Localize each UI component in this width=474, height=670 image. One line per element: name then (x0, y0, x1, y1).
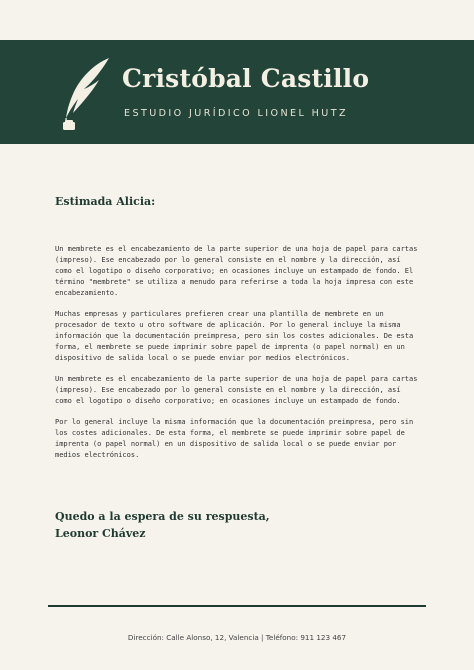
quill-inkwell-icon (54, 56, 114, 132)
letter-closing: Quedo a la espera de su respuesta, (55, 510, 270, 523)
letter-greeting: Estimada Alicia: (55, 195, 156, 208)
footer-divider (48, 605, 426, 607)
letter-paragraph: Muchas empresas y particulares prefieren crear una plantilla de membrete en un procesador de texto u otro software de aplicación. Por lo general incluye la misma información que la documentación preimpresa, pero sin los costes adicionales. De esta forma, el membrete se puede imprimir sobre papel de imprenta (o papel normal) en un dispositivo de salida local o se puede enviar por medios electrónicos. (55, 310, 414, 362)
letterhead-name: Cristóbal Castillo (122, 64, 370, 93)
letter-paragraph: Por lo general incluye la misma información que la documentación preimpresa, pero sin los costes adicionales. De esta forma, el membrete se puede imprimir sobre papel de imprenta (o papel normal) en un dispositivo de salida local o se puede enviar por medios electrónicos. (55, 418, 414, 459)
letter-body (55, 244, 420, 471)
letter-paragraph: Un membrete es el encabezamiento de la parte superior de una hoja de papel para cartas (impreso). Ese encabezado por lo general consiste en el nombre y la dirección, así como el logotipo o diseño corporativo; en ocasiones incluye un estampado de fondo. (55, 375, 418, 405)
letter-paragraph: Un membrete es el encabezamiento de la parte superior de una hoja de papel para cartas (impreso). Ese encabezado por lo general consiste en el nombre y la dirección, así como el logotipo o diseño corporativo; en ocasiones incluye un estampado de fondo. El término "membrete" se utiliza a menudo para referirse a toda la hoja impresa con este encabezamiento. (55, 245, 418, 297)
letter-signature: Leonor Chávez (55, 527, 146, 540)
letterhead-banner (0, 40, 474, 144)
letterhead-studio: ESTUDIO JURÍDICO LIONEL HUTZ (124, 108, 348, 119)
letter-closing-block (55, 508, 270, 542)
footer-contact: Dirección: Calle Alonso, 12, Valencia | Teléfono: 911 123 467 (127, 633, 347, 642)
